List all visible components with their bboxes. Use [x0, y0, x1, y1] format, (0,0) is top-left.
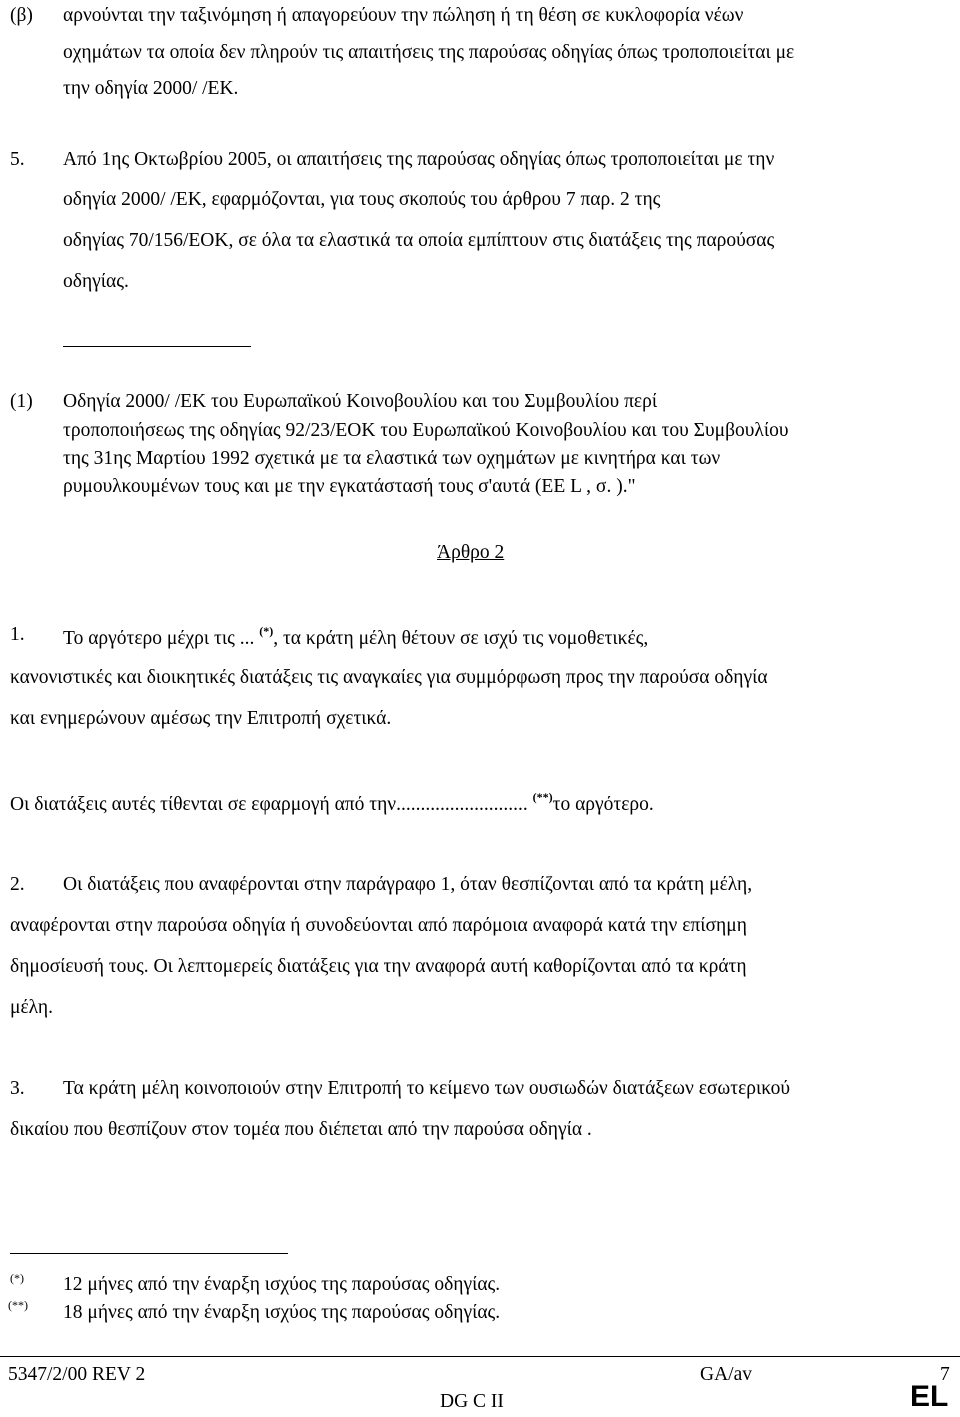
para-2-number: 2.: [10, 874, 25, 895]
para-b-line-1: αρνούνται την ταξινόμηση ή απαγορεύουν την πώληση ή τη θέση σε κυκλοφορία νέων: [63, 5, 744, 26]
para-1-number: 1.: [10, 624, 25, 645]
para-3-line-2: δικαίου που θεσπίζουν στον τομέα που διέπεται από την παρούσα οδηγία .: [10, 1119, 592, 1140]
para-1-line-1: [63, 624, 648, 650]
para-3-number: 3.: [10, 1078, 25, 1099]
para-5-line-3: οδηγίας 70/156/ΕΟΚ, σε όλα τα ελαστικά τα οποία εμπίπτουν στις διατάξεις της παρούσας: [63, 230, 775, 251]
para-apply-post: το αργότερο.: [552, 794, 654, 815]
para-b-line-2: οχημάτων τα οποία δεν πληρούν τις απαιτήσεις της παρούσας οδηγίας όπως τροποποιείται με: [63, 42, 795, 63]
para-2-line-3: δημοσίευσή τους. Οι λεπτομερείς διατάξεις για την αναφορά αυτή καθορίζονται από τα κράτη: [10, 956, 747, 977]
para-apply: [10, 790, 654, 816]
footnote-star-marker: (*): [10, 1271, 24, 1285]
para-b-marker: (β): [10, 5, 33, 26]
para-5-line-2: οδηγία 2000/ /ΕΚ, εφαρμόζονται, για τους σκοπούς του άρθρου 7 παρ. 2 της: [63, 189, 661, 210]
para-5-line-1: Από 1ης Οκτωβρίου 2005, οι απαιτήσεις της παρούσας οδηγίας όπως τροποποιείται με την: [63, 149, 775, 170]
footnote-1-line-2: τροποποιήσεως της οδηγίας 92/23/ΕΟΚ του Ευρωπαϊκού Κοινοβουλίου και του Συμβουλίου: [63, 420, 789, 441]
footer-initials: GA/av: [700, 1364, 752, 1385]
footer-page-number: 7: [940, 1364, 950, 1385]
para-1-line-1-post: , τα κράτη μέλη θέτουν σε ισχύ τις νομοθετικές,: [273, 628, 649, 649]
para-1-line-1-pre: Το αργότερο μέχρι τις ...: [63, 628, 255, 649]
footer-doc-ref: 5347/2/00 REV 2: [8, 1364, 146, 1385]
footnote-star-text: 12 μήνες από την έναρξη ισχύος της παρούσας οδηγίας.: [63, 1274, 501, 1295]
para-5-number: 5.: [10, 149, 25, 170]
para-b-line-3: την οδηγία 2000/ /ΕΚ.: [63, 78, 239, 99]
article-heading: Άρθρο 2: [437, 542, 505, 563]
footnote-1-line-3: της 31ης Μαρτίου 1992 σχετικά με τα ελαστικά των οχημάτων με κινητήρα και των: [63, 448, 721, 469]
footnote-double-star-marker: (**): [8, 1298, 28, 1312]
bottom-footnote-separator: [10, 1253, 288, 1254]
footnote-1-line-1: Οδηγία 2000/ /ΕΚ του Ευρωπαϊκού Κοινοβουλίου και του Συμβουλίου περί: [63, 391, 658, 412]
para-3-line-1: Τα κράτη μέλη κοινοποιούν στην Επιτροπή το κείμενο των ουσιωδών διατάξεων εσωτερικού: [63, 1078, 791, 1099]
footnote-1-marker: (1): [10, 391, 33, 412]
para-apply-footnote-ref: (**): [532, 790, 553, 804]
footnote-1-line-4: ρυμουλκουμένων τους και με την εγκατάστασή τους σ'αυτά (ΕΕ L , σ. ).": [63, 476, 636, 497]
footer-dg: DG C II: [440, 1391, 504, 1412]
para-5-line-4: οδηγίας.: [63, 271, 129, 292]
para-2-line-4: μέλη.: [10, 997, 53, 1018]
para-apply-pre: Οι διατάξεις αυτές τίθενται σε εφαρμογή από την...........................: [10, 794, 528, 815]
para-1-line-2: κανονιστικές και διοικητικές διατάξεις τις αναγκαίες για συμμόρφωση προς την παρούσα οδηγία: [10, 667, 768, 688]
para-1-footnote-ref: (*): [259, 624, 274, 638]
footnote-double-star-text: 18 μήνες από την έναρξη ισχύος της παρούσας οδηγίας.: [63, 1302, 501, 1323]
footer-lang: EL: [910, 1380, 949, 1413]
footer-rule: [0, 1356, 960, 1357]
footnote-separator: [63, 346, 251, 347]
para-1-line-3: και ενημερώνουν αμέσως την Επιτροπή σχετικά.: [10, 708, 392, 729]
para-2-line-2: αναφέρονται στην παρούσα οδηγία ή συνοδεύονται από παρόμοια αναφορά κατά την επίσημη: [10, 915, 747, 936]
para-2-line-1: Οι διατάξεις που αναφέρονται στην παράγραφο 1, όταν θεσπίζονται από τα κράτη μέλη,: [63, 874, 753, 895]
